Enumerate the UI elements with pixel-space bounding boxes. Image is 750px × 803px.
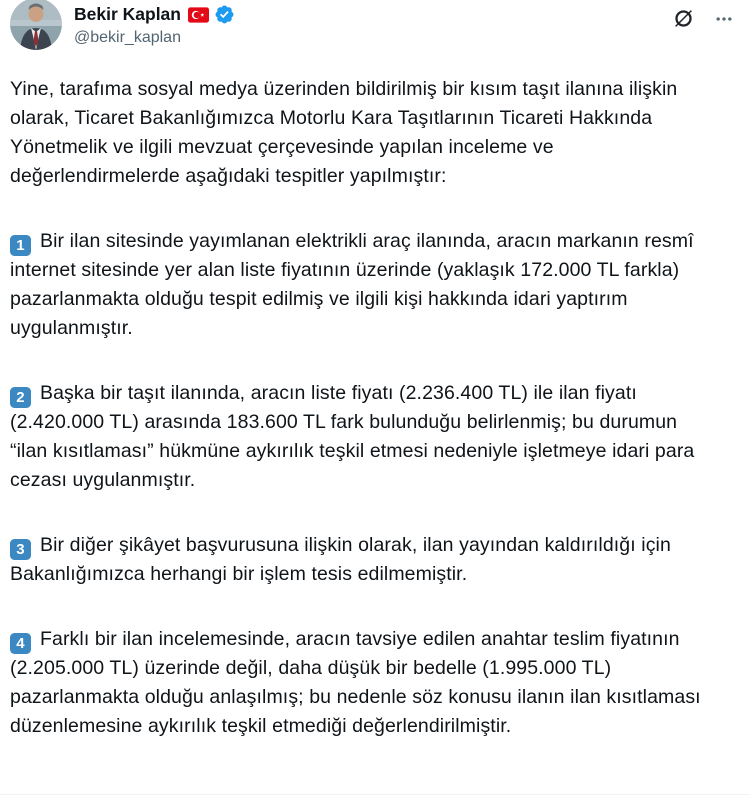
more-menu-icon[interactable]: [712, 7, 736, 31]
author-handle[interactable]: @bekir_kaplan: [74, 29, 181, 46]
tweet-paragraph-item: [10, 379, 718, 495]
tweet-paragraph-item: [10, 227, 718, 343]
item-3-text: Bir diğer şikâyet başvurusuna ilişkin olarak, ilan yayından kaldırıldığı için Bakanlığımızca herhangi bir işlem tesis edilmemiştir.: [10, 534, 671, 585]
item-1-text: Bir ilan sitesinde yayımlanan elektrikli araç ilanında, aracın markanın resmî internet sitesinde yer alan liste fiyatının üzerinde (yaklaşık 172.000 TL farkla) pazarlanmakta olduğu tespit edilmiş ve ilgili kişi hakkında idari yaptırım uygulanmıştır.: [10, 230, 694, 339]
keycap-2-icon: 2: [10, 387, 31, 408]
keycap-1-icon: 1: [10, 235, 31, 256]
turkish-flag-icon: [188, 7, 209, 23]
tweet-paragraph-item: [10, 625, 718, 741]
tweet-text: [0, 75, 750, 741]
item-2-text: Başka bir taşıt ilanında, aracın liste fiyatı (2.236.400 TL) ile ilan fiyatı (2.420.000 TL) arasında 183.600 TL fark bulunduğu belirlenmiş; bu durumun “ilan kısıtlaması” hükmüne aykırılık teşkil etmesi nedeniyle işletmeye idari para cezası uygulanmıştır.: [10, 382, 695, 491]
tweet-paragraph-item: [10, 531, 718, 589]
tweet-paragraph-intro: [10, 75, 718, 191]
avatar-image: [10, 0, 62, 50]
header-actions: [671, 0, 736, 31]
keycap-3-icon: 3: [10, 539, 31, 560]
tweet-header: [0, 0, 750, 50]
tweet-bottom-divider: [0, 794, 750, 795]
author-block: [74, 0, 235, 48]
grok-icon[interactable]: [671, 6, 696, 31]
intro-text: Yine, tarafıma sosyal medya üzerinden bildirilmiş bir kısım taşıt ilanına ilişkin olarak, Ticaret Bakanlığımızca Motorlu Kara Taşıtlarının Ticareti Hakkında Yönetmelik ve ilgili mevzuat çerçevesinde yapılan inceleme ve değerlendirmelerde aşağıdaki tespitler yapılmıştır:: [10, 78, 678, 187]
verified-badge-icon: [214, 4, 235, 25]
avatar[interactable]: [10, 0, 62, 50]
item-4-text: Farklı bir ilan incelemesinde, aracın tavsiye edilen anahtar teslim fiyatının (2.205.000 TL) üzerinde değil, daha düşük bir bedelle (1.995.000 TL) pazarlanmakta olduğu anlaşılmış; bu nedenle söz konusu ilanın ilan kısıtlaması düzenlemesine aykırılık teşkil etmediği değerlendirilmiştir.: [10, 628, 701, 737]
author-name[interactable]: Bekir Kaplan: [74, 4, 181, 24]
keycap-4-icon: 4: [10, 633, 31, 654]
